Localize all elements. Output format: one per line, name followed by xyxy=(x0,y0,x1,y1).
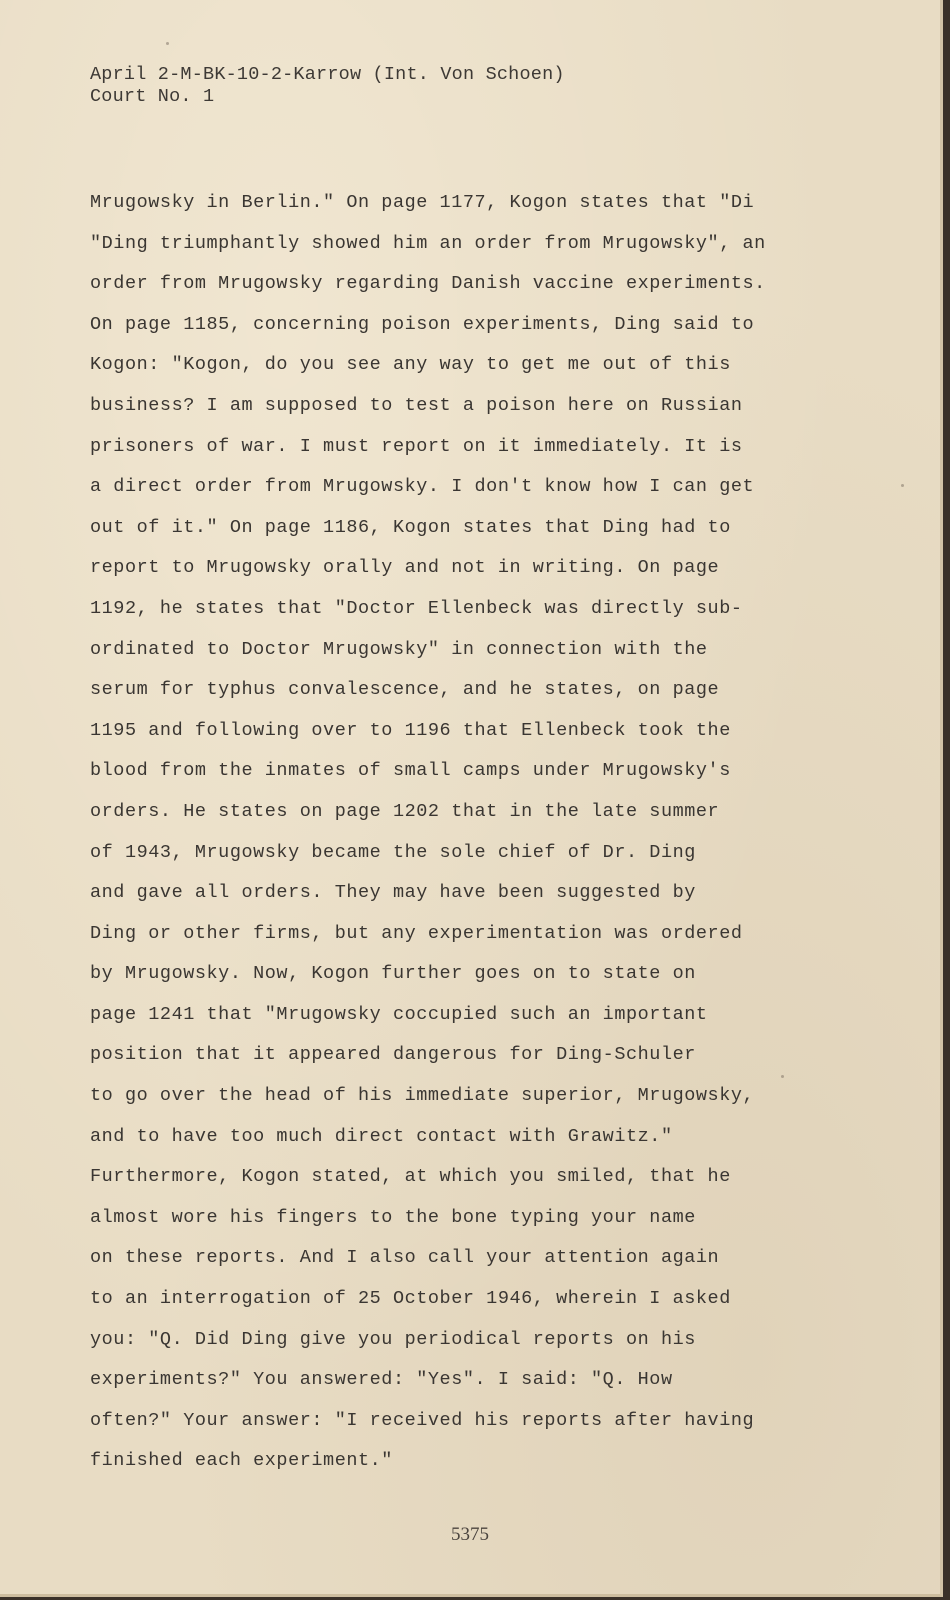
text-line: almost wore his fingers to the bone typing your name xyxy=(90,1206,696,1228)
header-case-line: April 2-M-BK-10-2-Karrow (Int. Von Schoen) xyxy=(90,64,565,85)
text-line: page 1241 that "Mrugowsky coccupied such an important xyxy=(90,1003,708,1025)
text-line: you: "Q. Did Ding give you periodical reports on his xyxy=(90,1328,696,1350)
text-line: "Ding triumphantly showed him an order from Mrugowsky", an xyxy=(90,232,766,254)
text-line: experiments?" You answered: "Yes". I said: "Q. How xyxy=(90,1369,673,1391)
text-line: a direct order from Mrugowsky. I don't know how I can get xyxy=(90,476,755,498)
text-line: position that it appeared dangerous for Ding-Schuler xyxy=(90,1044,696,1066)
text-line: orders. He states on page 1202 that in the late summer xyxy=(90,800,720,822)
header-court-line: Court No. 1 xyxy=(90,86,215,107)
text-line: Kogon: "Kogon, do you see any way to get me out of this xyxy=(90,354,731,376)
text-line: by Mrugowsky. Now, Kogon further goes on to state on xyxy=(90,963,696,985)
text-line: often?" Your answer: "I received his reports after having xyxy=(90,1409,755,1431)
text-line: to an interrogation of 25 October 1946, wherein I asked xyxy=(90,1288,731,1310)
text-line: order from Mrugowsky regarding Danish vaccine experiments. xyxy=(90,273,766,295)
text-line: and to have too much direct contact with Grawitz." xyxy=(90,1125,673,1147)
text-line: business? I am supposed to test a poison here on Russian xyxy=(90,394,743,416)
paper-speck xyxy=(166,42,169,45)
text-line: 1192, he states that "Doctor Ellenbeck was directly sub- xyxy=(90,597,743,619)
text-line: serum for typhus convalescence, and he states, on page xyxy=(90,679,720,701)
text-line: finished each experiment." xyxy=(90,1450,393,1472)
text-line: and gave all orders. They may have been suggested by xyxy=(90,882,696,904)
text-line: report to Mrugowsky orally and not in writing. On page xyxy=(90,557,720,579)
text-line: Furthermore, Kogon stated, at which you smiled, that he xyxy=(90,1166,731,1188)
text-line: ordinated to Doctor Mrugowsky" in connection with the xyxy=(90,638,708,660)
text-line: Mrugowsky in Berlin." On page 1177, Kogon states that "Di xyxy=(90,192,755,213)
transcript-body xyxy=(90,183,830,1482)
text-line: 1195 and following over to 1196 that Ellenbeck took the xyxy=(90,719,731,741)
text-line: to go over the head of his immediate superior, Mrugowsky, xyxy=(90,1085,755,1107)
paper-speck xyxy=(901,484,904,487)
text-line: prisoners of war. I must report on it immediately. It is xyxy=(90,435,743,457)
text-line: blood from the inmates of small camps under Mrugowsky's xyxy=(90,760,731,782)
text-line: Ding or other firms, but any experimentation was ordered xyxy=(90,922,743,944)
text-line: On page 1185, concerning poison experiments, Ding said to xyxy=(90,313,755,335)
text-line: of 1943, Mrugowsky became the sole chief of Dr. Ding xyxy=(90,841,696,863)
document-header xyxy=(90,64,565,108)
text-line: on these reports. And I also call your attention again xyxy=(90,1247,720,1269)
page-number: 5375 xyxy=(451,1524,489,1545)
paper-speck xyxy=(781,1075,784,1078)
text-line: out of it." On page 1186, Kogon states that Ding had to xyxy=(90,516,731,538)
